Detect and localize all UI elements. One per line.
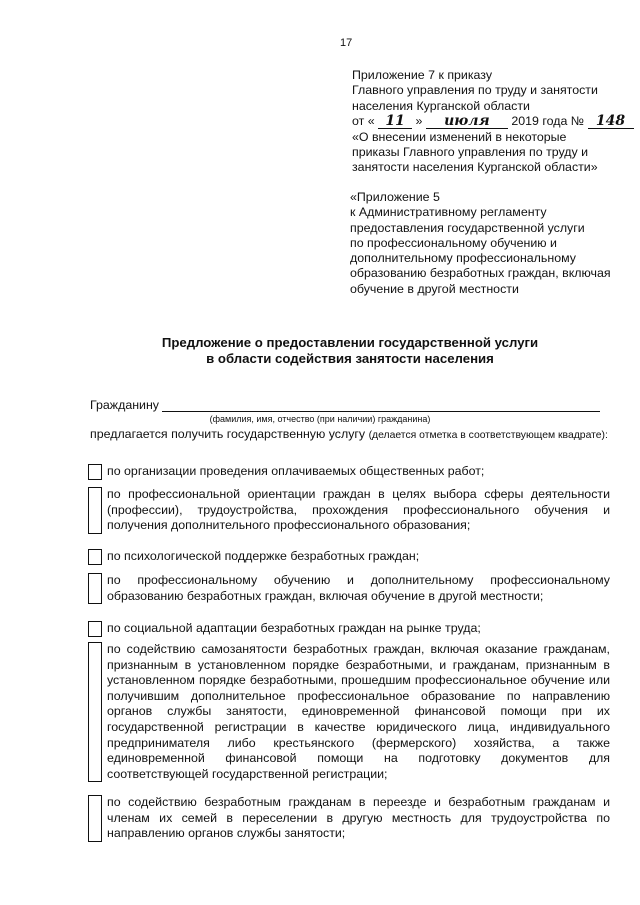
regulation-line: образованию безработных граждан, включая	[350, 266, 611, 281]
checkbox[interactable]	[88, 795, 102, 842]
title-line: в области содействия занятости населения	[206, 351, 494, 366]
option-text: по организации проведения оплачиваемых общественных работ;	[107, 464, 485, 478]
title-line: Предложение о предоставлении государственной услуги	[161, 335, 539, 350]
date-mid: »	[415, 114, 423, 129]
regulation-line: предоставления государственной услуги	[350, 220, 585, 235]
checkbox[interactable]	[88, 549, 102, 565]
regulation-line: к Административному регламенту	[350, 205, 547, 220]
option-psychological-support	[88, 549, 610, 565]
date-month: июля	[426, 115, 508, 129]
option-text: по профессиональному обучению и дополнительному профессиональному образованию безработных граждан, включая обучение в другой местности;	[107, 573, 610, 603]
document-title	[100, 335, 600, 367]
regulation-line: дополнительному профессиональному	[350, 251, 576, 266]
appendix-line: занятости населения Курганской области»	[352, 160, 598, 175]
option-relocation	[88, 795, 610, 842]
regulation-line: обучение в другой местности	[350, 281, 519, 296]
date-day: 11	[378, 115, 412, 129]
checkbox[interactable]	[88, 464, 102, 480]
checkbox[interactable]	[88, 487, 102, 534]
appendix-line: приказы Главного управления по труду и	[352, 145, 589, 160]
option-text: по социальной адаптации безработных граждан на рынке труда;	[107, 621, 481, 635]
option-text: по содействию самозанятости безработных граждан, включая оказание гражданам, признанным в установленном порядке безработными, и гражданам, признанным в установленном порядке безработными, прошедшим профессиональное обучение или получившим дополнительное профессиональное образование по направлению органов службы занятости, единовременной финансовой помощи при их государственной регистрации в качестве юридического лица, индивидуального предпринимателя либо крестьянского (фермерского) хозяйства, а также единовременной финансовой помощи на подготовку документов для соответствующей государственной регистрации;	[107, 642, 610, 781]
option-text: по психологической поддержке безработных граждан;	[107, 549, 420, 563]
regulation-appendix	[350, 190, 620, 297]
regulation-line: по профессиональному обучению и	[350, 235, 557, 250]
citizen-name-line	[162, 411, 600, 412]
appendix-line: «О внесении изменений в некоторые	[352, 129, 567, 144]
citizen-field	[90, 398, 610, 412]
option-public-works	[88, 464, 610, 480]
checkbox[interactable]	[88, 642, 102, 782]
date-year: 2019 года №	[511, 114, 585, 129]
appendix-header	[352, 68, 626, 176]
checkbox[interactable]	[88, 573, 102, 604]
appendix-line: населения Курганской области	[352, 98, 530, 113]
option-text: по профессиональной ориентации граждан в целях выбора сферы деятельности (профессии), трудоустройства, прохождения профессионального обучения и получения дополнительного профессионального образования;	[107, 487, 610, 533]
intro-main: предлагается получить государственную услугу	[90, 427, 366, 441]
appendix-line: Главного управления по труду и занятости	[352, 83, 598, 98]
page-number: 17	[340, 37, 353, 49]
checkbox[interactable]	[88, 621, 102, 637]
date-number: 148	[588, 115, 634, 129]
option-social-adaptation	[88, 621, 610, 637]
regulation-line: «Приложение 5	[350, 190, 440, 204]
appendix-date-line	[352, 113, 626, 130]
intro-note: (делается отметка в соответствующем квадрате):	[368, 430, 608, 441]
option-text: по содействию безработным гражданам в переезде и безработным гражданам и членам их семей в переселении в другую местность для трудоустройства по направлению органов службы занятости;	[107, 795, 610, 841]
option-self-employment	[88, 642, 610, 782]
appendix-line: Приложение 7 к приказу	[352, 68, 493, 82]
option-vocational-training	[88, 573, 610, 604]
option-career-guidance	[88, 487, 610, 534]
date-prefix: от «	[352, 114, 375, 129]
citizen-label: Гражданину	[90, 398, 160, 412]
citizen-hint: (фамилия, имя, отчество (при наличии) гражданина)	[209, 414, 431, 424]
intro-text	[90, 427, 610, 444]
